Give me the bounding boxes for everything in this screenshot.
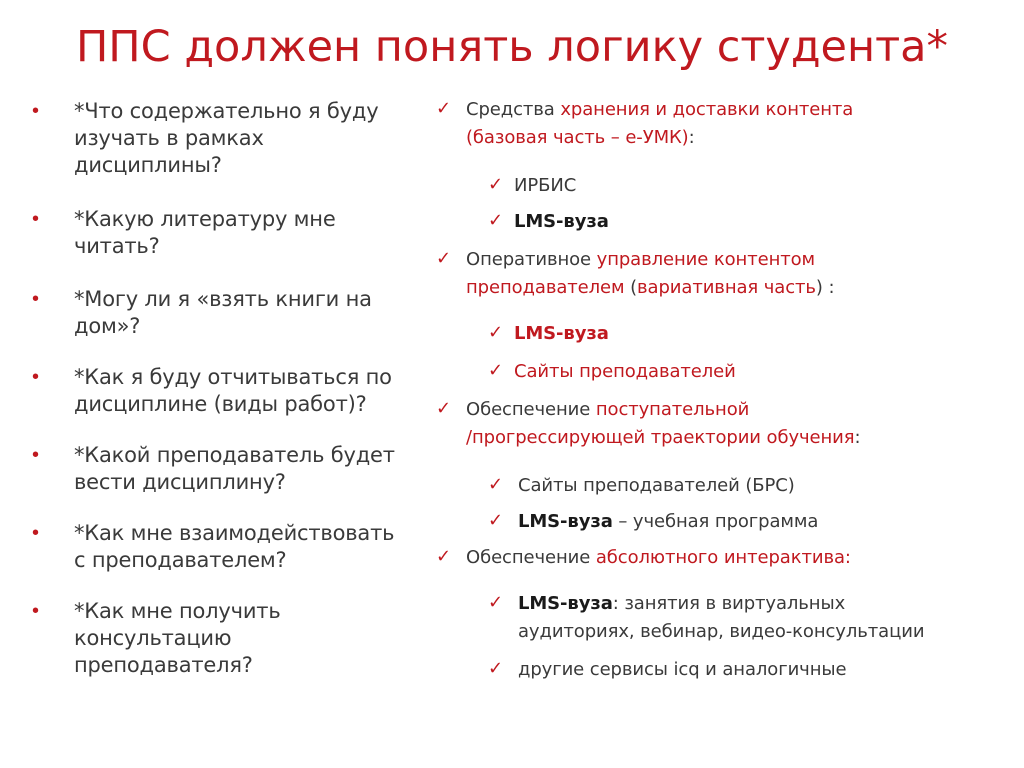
question-item xyxy=(30,206,430,260)
list-item: ✓ Сайты преподавателей xyxy=(488,360,736,382)
question-line: *Как я буду отчитываться по xyxy=(74,365,392,389)
question-line: читать? xyxy=(74,234,160,258)
bullet-icon: • xyxy=(32,288,40,310)
question-line: консультацию xyxy=(74,626,232,650)
question-item xyxy=(30,442,430,496)
question-item xyxy=(30,598,430,679)
question-item xyxy=(30,520,430,574)
checkmark-icon: ✓ xyxy=(488,360,504,380)
list-item: ✓ LMS-вуза: занятия в виртуальных аудиториях, вебинар, видео-консультации xyxy=(488,592,925,642)
section-storage: ✓ Средства хранения и доставки контента (базовая часть – е-УМК): xyxy=(436,98,854,148)
bullet-icon: • xyxy=(32,208,40,230)
question-line: вести дисциплину? xyxy=(74,470,286,494)
slide-title: ППС должен понять логику студента* xyxy=(75,22,949,72)
bullet-icon: • xyxy=(32,444,40,466)
list-item: ✓ ИРБИС xyxy=(488,174,577,196)
list-item: ✓ LMS-вуза xyxy=(488,210,609,232)
checkmark-icon: ✓ xyxy=(488,474,504,494)
question-line: *Могу ли я «взять книги на xyxy=(74,287,372,311)
bullet-icon: • xyxy=(32,366,40,388)
question-line: дом»? xyxy=(74,314,141,338)
checkmark-icon: ✓ xyxy=(488,210,504,230)
list-item: ✓ LMS-вуза xyxy=(488,322,609,344)
checkmark-icon: ✓ xyxy=(488,322,504,342)
question-line: *Какой преподаватель будет xyxy=(74,443,395,467)
list-item: ✓ LMS-вуза – учебная программа xyxy=(488,510,819,532)
checkmark-icon: ✓ xyxy=(488,658,504,678)
list-item: ✓ другие сервисы icq и аналогичные xyxy=(488,658,847,680)
section-management: ✓ Оперативное управление контентом преподавателем (вариативная часть) : xyxy=(436,248,835,298)
bullet-icon: • xyxy=(32,600,40,622)
list-item: ✓ Сайты преподавателей (БРС) xyxy=(488,474,795,496)
checkmark-icon: ✓ xyxy=(488,174,504,194)
question-line: *Какую литературу мне xyxy=(74,207,336,231)
question-item xyxy=(30,286,430,340)
question-line: *Как мне взаимодействовать xyxy=(74,521,395,545)
question-line: с преподавателем? xyxy=(74,548,287,572)
question-line: *Как мне получить xyxy=(74,599,281,623)
checkmark-icon: ✓ xyxy=(436,546,452,566)
checkmark-icon: ✓ xyxy=(436,398,452,418)
question-line: дисциплины? xyxy=(74,153,222,177)
question-line: дисциплине (виды работ)? xyxy=(74,392,367,416)
bullet-icon: • xyxy=(32,100,40,122)
question-line: преподавателя? xyxy=(74,653,253,677)
question-item xyxy=(30,364,430,418)
section-trajectory: ✓ Обеспечение поступательной /прогрессирующей траектории обучения: xyxy=(436,398,861,448)
checkmark-icon: ✓ xyxy=(436,248,452,268)
checkmark-icon: ✓ xyxy=(436,98,452,118)
question-line: изучать в рамках xyxy=(74,126,264,150)
question-item xyxy=(30,98,430,179)
checkmark-icon: ✓ xyxy=(488,592,504,612)
section-interactive: ✓ Обеспечение абсолютного интерактива: xyxy=(436,546,851,568)
checkmark-icon: ✓ xyxy=(488,510,504,530)
question-line: *Что содержательно я буду xyxy=(74,99,379,123)
bullet-icon: • xyxy=(32,522,40,544)
